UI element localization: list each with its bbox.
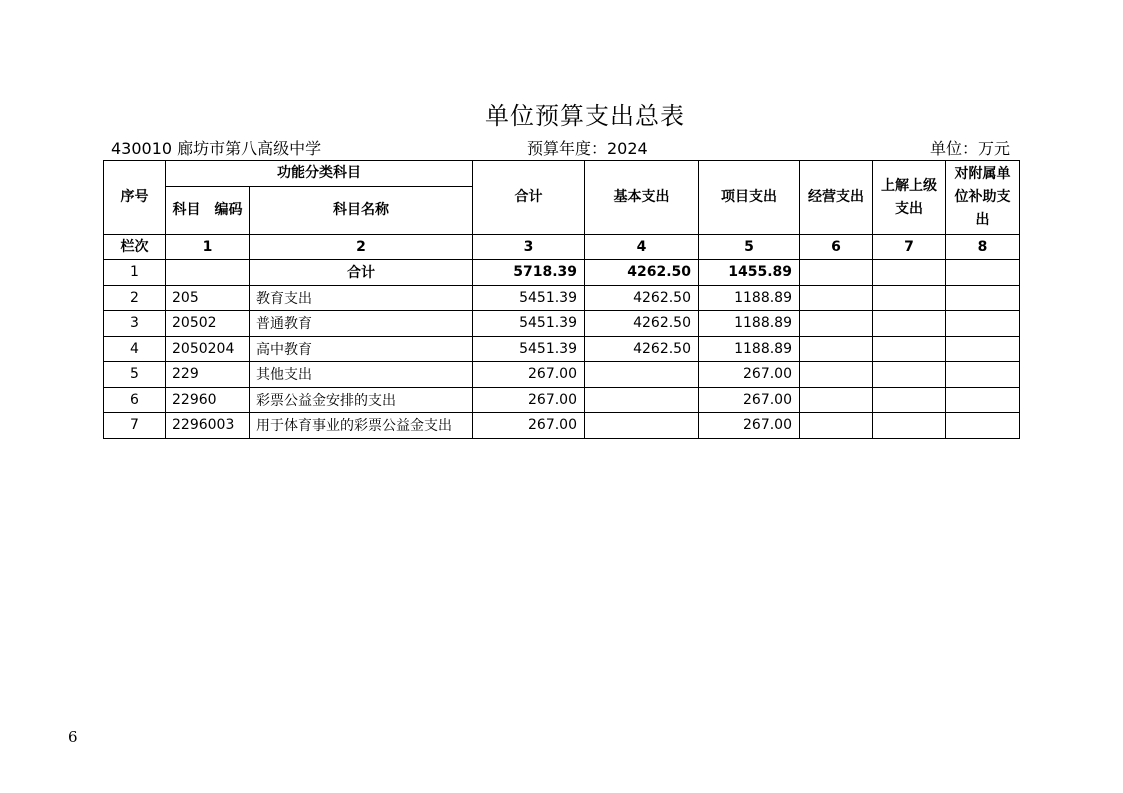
- table-row: [104, 336, 1020, 362]
- cell-subsidy: [946, 285, 1020, 311]
- cell-basic: [585, 413, 699, 439]
- column-index-label: 栏次: [104, 235, 166, 260]
- header-project-expenditure: 项目支出: [699, 161, 800, 235]
- cell-operating: [800, 285, 873, 311]
- cell-code: 22960: [166, 387, 250, 413]
- column-index-1: 1: [166, 235, 250, 260]
- table-row: [104, 311, 1020, 337]
- cell-basic: 4262.50: [585, 285, 699, 311]
- cell-name: 用于体育事业的彩票公益金支出: [250, 413, 473, 439]
- cell-seq: 5: [104, 362, 166, 388]
- cell-code: 229: [166, 362, 250, 388]
- budget-expenditure-table: [103, 160, 1020, 439]
- cell-upper: [873, 362, 946, 388]
- table-row-total: [104, 260, 1020, 286]
- cell-seq: 1: [104, 260, 166, 286]
- cell-upper: [873, 311, 946, 337]
- header-subject-name: 科目名称: [250, 187, 473, 235]
- cell-basic: 4262.50: [585, 336, 699, 362]
- header-subsidiary-subsidy: 对附属单位补助支出: [946, 161, 1020, 235]
- cell-subsidy: [946, 336, 1020, 362]
- cell-project: 267.00: [699, 413, 800, 439]
- cell-basic: 4262.50: [585, 260, 699, 286]
- cell-total: 267.00: [473, 362, 585, 388]
- cell-basic: [585, 362, 699, 388]
- cell-total: 267.00: [473, 387, 585, 413]
- cell-upper: [873, 336, 946, 362]
- cell-code: 2050204: [166, 336, 250, 362]
- cell-name: 高中教育: [250, 336, 473, 362]
- header-basic-expenditure: 基本支出: [585, 161, 699, 235]
- cell-upper: [873, 260, 946, 286]
- cell-subsidy: [946, 260, 1020, 286]
- cell-total: 5451.39: [473, 311, 585, 337]
- cell-seq: 3: [104, 311, 166, 337]
- header-upper-remittance: 上解上级支出: [873, 161, 946, 235]
- cell-name: 教育支出: [250, 285, 473, 311]
- cell-basic: [585, 387, 699, 413]
- cell-upper: [873, 413, 946, 439]
- header-operating-expenditure: 经营支出: [800, 161, 873, 235]
- cell-project: 1188.89: [699, 285, 800, 311]
- cell-total: 5451.39: [473, 336, 585, 362]
- column-index-5: 5: [699, 235, 800, 260]
- cell-operating: [800, 387, 873, 413]
- cell-project: 267.00: [699, 362, 800, 388]
- cell-seq: 7: [104, 413, 166, 439]
- column-index-4: 4: [585, 235, 699, 260]
- column-index-3: 3: [473, 235, 585, 260]
- header-subject-code: 科目 编码: [166, 187, 250, 235]
- cell-code: 205: [166, 285, 250, 311]
- cell-project: 1455.89: [699, 260, 800, 286]
- cell-code: [166, 260, 250, 286]
- cell-total: 5451.39: [473, 285, 585, 311]
- cell-code: 2296003: [166, 413, 250, 439]
- column-index-7: 7: [873, 235, 946, 260]
- header-function-category: 功能分类科目: [166, 161, 473, 187]
- cell-seq: 4: [104, 336, 166, 362]
- column-index-2: 2: [250, 235, 473, 260]
- cell-subsidy: [946, 387, 1020, 413]
- cell-operating: [800, 311, 873, 337]
- cell-subsidy: [946, 311, 1020, 337]
- cell-upper: [873, 285, 946, 311]
- cell-operating: [800, 336, 873, 362]
- cell-project: 1188.89: [699, 336, 800, 362]
- cell-basic: 4262.50: [585, 311, 699, 337]
- page-number: 6: [68, 728, 78, 746]
- table-row: [104, 285, 1020, 311]
- column-index-8: 8: [946, 235, 1020, 260]
- header-seq: 序号: [104, 161, 166, 235]
- cell-total: 267.00: [473, 413, 585, 439]
- cell-operating: [800, 362, 873, 388]
- header-total: 合计: [473, 161, 585, 235]
- cell-name: 彩票公益金安排的支出: [250, 387, 473, 413]
- budget-year-label: 预算年度：2024: [527, 139, 648, 158]
- unit-label: 430010 廊坊市第八高级中学: [111, 139, 322, 158]
- cell-operating: [800, 260, 873, 286]
- cell-project: 267.00: [699, 387, 800, 413]
- cell-seq: 6: [104, 387, 166, 413]
- page-title: 单位预算支出总表: [485, 102, 685, 130]
- cell-name: 其他支出: [250, 362, 473, 388]
- cell-total: 5718.39: [473, 260, 585, 286]
- cell-subsidy: [946, 362, 1020, 388]
- table-row: [104, 413, 1020, 439]
- column-index-6: 6: [800, 235, 873, 260]
- cell-name: 合计: [250, 260, 473, 286]
- cell-code: 20502: [166, 311, 250, 337]
- cell-subsidy: [946, 413, 1020, 439]
- table-row: [104, 387, 1020, 413]
- cell-project: 1188.89: [699, 311, 800, 337]
- cell-seq: 2: [104, 285, 166, 311]
- cell-upper: [873, 387, 946, 413]
- currency-unit-label: 单位：万元: [930, 139, 1011, 158]
- cell-name: 普通教育: [250, 311, 473, 337]
- cell-operating: [800, 413, 873, 439]
- table-row: [104, 362, 1020, 388]
